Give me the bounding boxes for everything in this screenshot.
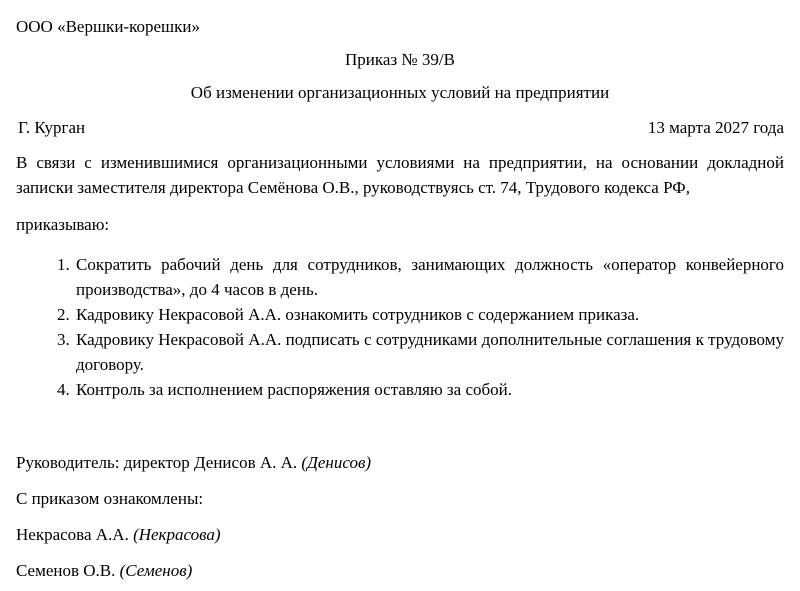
preamble-paragraph: В связи с изменившимися организационными условиями на предприятии, на основании докладной записки заместителя директора Семёнова О.В., руководствуясь ст. 74, Трудового кодекса РФ, — [16, 153, 784, 197]
ack1-name: Некрасова А.А. — [16, 525, 129, 544]
acknowledged-line-1 — [16, 522, 784, 547]
order-item-2: 2. Кадровику Некрасовой А.А. ознакомить сотрудников с содержанием приказа. — [74, 302, 784, 327]
order-subject: Об изменении организационных условий на предприятии — [190, 83, 610, 102]
signature-head-line — [16, 450, 784, 475]
acknowledged-label: С приказом ознакомлены: — [16, 489, 204, 508]
date-label: 13 марта 2027 года — [647, 118, 784, 137]
signature-head-sign: (Денисов) — [301, 453, 372, 472]
order-item-4: 4. Контроль за исполнением распоряжения оставляю за собой. — [74, 377, 784, 402]
order-word: приказываю: — [16, 215, 110, 234]
ack2-sign: (Семенов) — [119, 561, 193, 580]
acknowledged-line-2 — [16, 558, 784, 583]
signature-head-label: Руководитель: директор Денисов А. А. — [16, 453, 298, 472]
order-item-1: 1. Сократить рабочий день для сотрудников, занимающих должность «оператор конвейерного производства», до 4 часов в день. — [74, 252, 784, 302]
order-title: Приказ № 39/В — [345, 50, 455, 69]
company-name: ООО «Вершки-корешки» — [16, 17, 200, 36]
order-item-3: 3. Кадровику Некрасовой А.А. подписать с сотрудниками дополнительные соглашения к трудовому договору. — [74, 327, 784, 377]
city-label: Г. Курган — [18, 118, 86, 137]
city-date-row — [16, 115, 784, 140]
ack2-name: Семенов О.В. — [16, 561, 116, 580]
order-items-list — [16, 252, 784, 402]
ack1-sign: (Некрасова) — [133, 525, 221, 544]
